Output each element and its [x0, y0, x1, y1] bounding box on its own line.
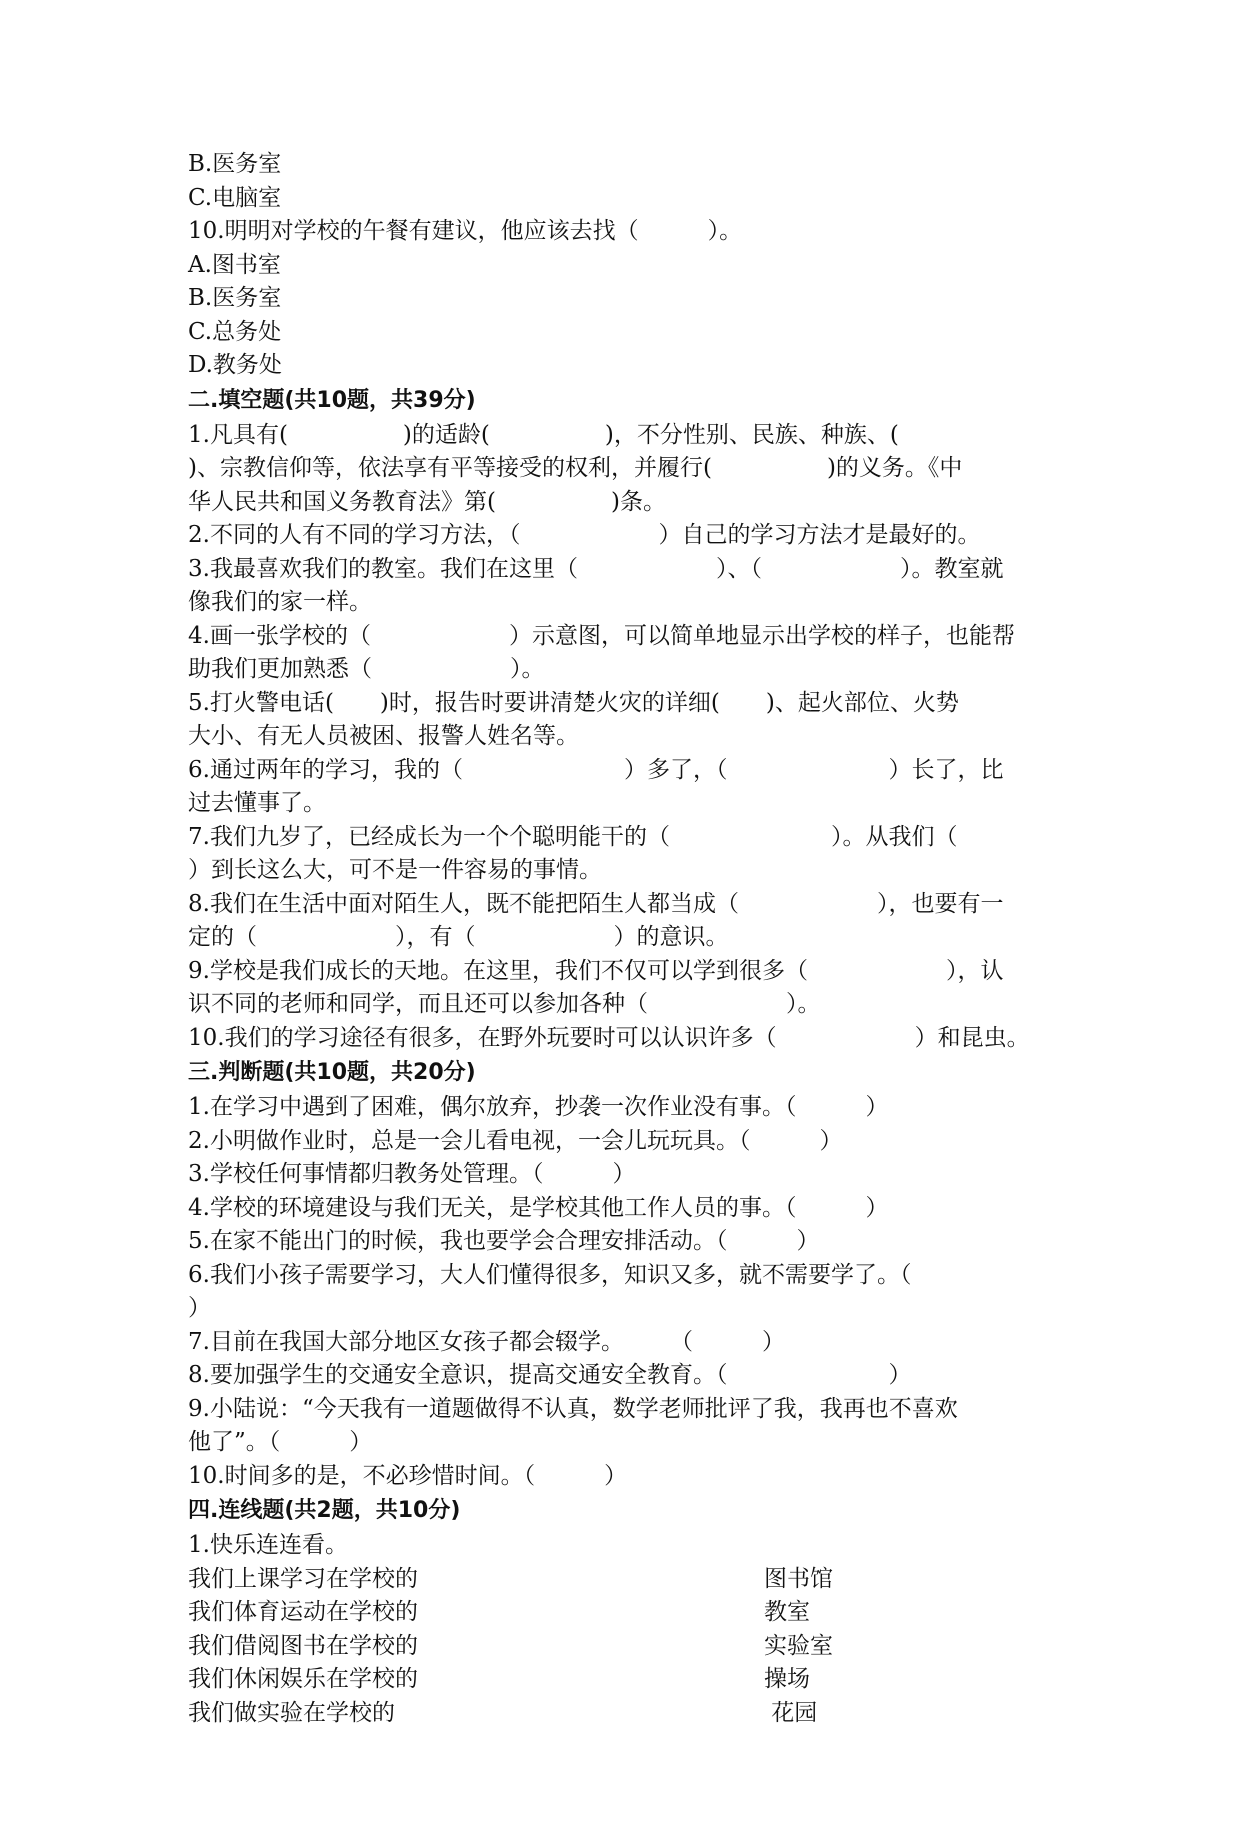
question-line: 大小、有无人员被困、报警人姓名等。 [188, 723, 579, 749]
matching-right-item[interactable]: 操场 [764, 1666, 810, 1692]
question-line: 9.小陆说：“今天我有一道题做得不认真，数学老师批评了我，我再也不喜欢 [188, 1395, 958, 1422]
question-line: 他了”。（ ） [188, 1429, 373, 1455]
section-heading: 四.连线题(共2题，共10分) [188, 1498, 461, 1523]
question-line: 定的（ ），有（ ）的意识。 [188, 924, 729, 950]
question-line: 8.我们在生活中面对陌生人，既不能把陌生人都当成（ ），也要有一 [188, 890, 1004, 917]
fill-blank-section [188, 383, 1068, 1056]
question-line: 6.通过两年的学习，我的（ ）多了，（ ）长了，比 [188, 756, 1004, 783]
question-line: )、宗教信仰等，依法享有平等接受的权利，并履行( )的义务。《中 [188, 455, 963, 481]
question-line: 7.我们九岁了，已经成长为一个个聪明能干的（ ）。从我们（ [188, 823, 958, 850]
matching-left-item[interactable]: 我们做实验在学校的 [188, 1699, 395, 1726]
question-line: ） [188, 1295, 211, 1321]
matching-section [188, 1493, 1068, 1730]
question-line: 1.凡具有( )的适龄( )，不分性别、民族、种族、( [188, 421, 899, 448]
matching-row [188, 1596, 1068, 1630]
question-10-stem: 10.明明对学校的午餐有建议，他应该去找（ ）。 [188, 218, 743, 244]
question-line: 10.时间多的是，不必珍惜时间。（ ） [188, 1462, 628, 1489]
question-line: 2.不同的人有不同的学习方法，（ ）自己的学习方法才是最好的。 [188, 522, 981, 548]
question-line: 4.学校的环境建设与我们无关，是学校其他工作人员的事。（ ） [188, 1194, 889, 1221]
option-a: A.图书室 [188, 251, 281, 278]
matching-right-item[interactable]: 实验室 [764, 1632, 833, 1659]
question-line: 8.要加强学生的交通安全意识，提高交通安全教育。（ ） [188, 1362, 912, 1388]
true-false-section [188, 1055, 1068, 1493]
question-line: 助我们更加熟悉（ ）。 [188, 656, 545, 682]
question-line: 识不同的老师和同学，而且还可以参加各种（ ）。 [188, 991, 821, 1017]
option-c: C.总务处 [188, 318, 282, 345]
matching-right-item[interactable]: 花园 [764, 1699, 818, 1726]
question-line: 5.打火警电话( )时，报告时要讲清楚火灾的详细( )、起火部位、火势 [188, 689, 959, 716]
matching-left-item[interactable]: 我们借阅图书在学校的 [188, 1632, 418, 1659]
matching-row [188, 1563, 1068, 1597]
question-line: 10.我们的学习途径有很多，在野外玩要时可以认识许多（ ）和昆虫。 [188, 1024, 1030, 1051]
question-line: ）到长这么大，可不是一件容易的事情。 [188, 857, 602, 883]
question-line: 3.我最喜欢我们的教室。我们在这里（ ）、（ ）。教室就 [188, 555, 1004, 582]
matching-left-item[interactable]: 我们上课学习在学校的 [188, 1565, 418, 1592]
choice-section-tail [188, 148, 1068, 383]
page-content [188, 148, 1068, 1730]
matching-row [188, 1697, 1068, 1731]
option-c: C.电脑室 [188, 184, 282, 211]
question-line: 2.小明做作业时，总是一会儿看电视，一会儿玩玩具。（ ） [188, 1127, 843, 1154]
question-line: 7.目前在我国大部分地区女孩子都会辍学。 （ ） [188, 1328, 785, 1355]
section-heading: 三.判断题(共10题，共20分) [188, 1060, 476, 1085]
question-line: 华人民共和国义务教育法》第( )条。 [188, 488, 666, 515]
question-line: 像我们的家一样。 [188, 589, 372, 615]
question-line: 4.画一张学校的（ ）示意图，可以简单地显示出学校的样子，也能帮 [188, 622, 1015, 649]
section-heading: 二.填空题(共10题，共39分) [188, 387, 476, 413]
matching-right-item[interactable]: 教室 [764, 1599, 810, 1625]
matching-right-item[interactable]: 图书馆 [764, 1565, 833, 1592]
question-line: 5.在家不能出门的时候，我也要学会合理安排活动。（ ） [188, 1228, 820, 1254]
option-d: D.教务处 [188, 352, 282, 378]
question-line: 9.学校是我们成长的天地。在这里，我们不仅可以学到很多（ ），认 [188, 957, 1004, 984]
question-line: 过去懂事了。 [188, 790, 326, 816]
matching-left-item[interactable]: 我们体育运动在学校的 [188, 1599, 418, 1625]
question-line: 3.学校任何事情都归教务处管理。（ ） [188, 1161, 636, 1187]
matching-row [188, 1630, 1068, 1664]
question-line: 6.我们小孩子需要学习，大人们懂得很多，知识又多，就不需要学了。（ [188, 1261, 912, 1288]
question-1-title: 1.快乐连连看。 [188, 1532, 348, 1558]
matching-row [188, 1663, 1068, 1697]
option-b: B.医务室 [188, 151, 282, 177]
question-line: 1.在学习中遇到了困难，偶尔放弃，抄袭一次作业没有事。（ ） [188, 1094, 889, 1120]
matching-left-item[interactable]: 我们休闲娱乐在学校的 [188, 1666, 418, 1692]
option-b: B.医务室 [188, 285, 282, 311]
